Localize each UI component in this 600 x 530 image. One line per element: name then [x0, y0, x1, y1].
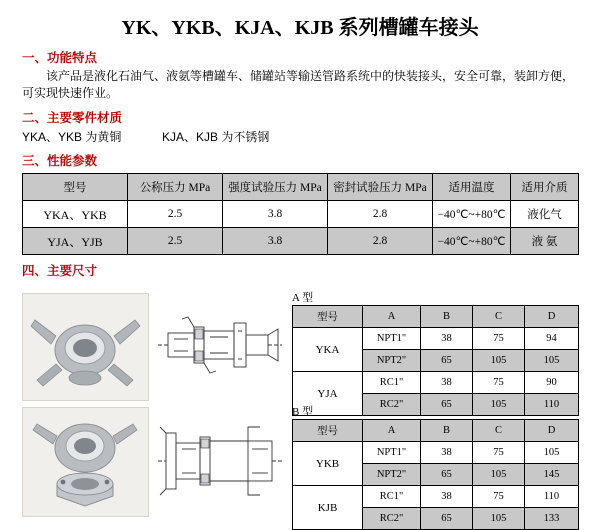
dim-a-r2-b: 38 — [421, 372, 473, 394]
dim-a-r0-b: 38 — [421, 328, 473, 350]
dim-b-col-2: B — [421, 420, 473, 442]
dim-a-col-1: A — [363, 306, 421, 328]
table-row — [23, 201, 579, 228]
dim-a-r2-c: 75 — [473, 372, 525, 394]
table-row — [293, 372, 579, 394]
dim-b-r2-b: 38 — [421, 486, 473, 508]
table-row — [293, 328, 579, 350]
dim-a-col-2: B — [421, 306, 473, 328]
drawing-a-graphic — [152, 293, 284, 399]
section-heading-dimensions: 四、主要尺寸 — [22, 264, 98, 278]
drawing-type-b — [152, 407, 284, 515]
dim-b-r2-c: 75 — [473, 486, 525, 508]
performance-table — [22, 173, 579, 255]
table-row — [23, 228, 579, 255]
dim-a-r0-a: NPT1" — [363, 328, 421, 350]
perf-col-2: 强度试验压力 MPa — [223, 174, 328, 201]
section-heading-material: 二、主要零件材质 — [22, 111, 123, 125]
dimensions-area — [0, 287, 600, 527]
dim-b-col-1: A — [363, 420, 421, 442]
perf-r1-c1: 2.5 — [128, 228, 223, 255]
perf-col-1: 公称压力 MPa — [128, 174, 223, 201]
perf-col-4: 适用温度 — [433, 174, 511, 201]
dim-b-r0-b: 38 — [421, 442, 473, 464]
dim-b-r1-b: 65 — [421, 464, 473, 486]
material-right: KJA、KJB 为不锈钢 — [162, 130, 270, 144]
perf-col-0: 型号 — [23, 174, 128, 201]
dim-a-r1-c: 105 — [473, 350, 525, 372]
photo-b-graphic — [23, 408, 148, 516]
drawing-b-graphic — [152, 407, 284, 515]
dim-a-r3-c: 105 — [473, 394, 525, 416]
perf-r1-c2: 3.8 — [223, 228, 328, 255]
page-title: YK、YKB、KJA、KJB 系列槽罐车接头 — [121, 17, 479, 39]
dim-b-r3-b: 65 — [421, 508, 473, 530]
table-header-row — [293, 306, 579, 328]
perf-r1-c3: 2.8 — [328, 228, 433, 255]
perf-r0-c1: 2.5 — [128, 201, 223, 228]
table-row — [293, 442, 579, 464]
perf-col-5: 适用介质 — [511, 174, 579, 201]
dim-a-r3-b: 65 — [421, 394, 473, 416]
dim-b-r0-d: 105 — [525, 442, 579, 464]
dim-a-r1-a: NPT2" — [363, 350, 421, 372]
material-left: YKA、YKB 为黄铜 — [22, 130, 122, 144]
dim-b-model-0: YKB — [293, 442, 363, 486]
features-body: 该产品是液化石油气、液氨等槽罐车、储罐站等输送管路系统中的快装接头，安全可靠，装卸方便，可实现快速作业。 — [22, 69, 575, 100]
dim-a-col-0: 型号 — [293, 306, 363, 328]
photo-type-b — [22, 407, 149, 517]
type-a-label: A 型 — [292, 292, 314, 304]
dimension-table-b — [292, 419, 579, 530]
dim-b-r3-c: 105 — [473, 508, 525, 530]
dim-b-r3-d: 133 — [525, 508, 579, 530]
perf-col-3: 密封试验压力 MPa — [328, 174, 433, 201]
dim-b-r0-a: NPT1" — [363, 442, 421, 464]
dim-a-col-4: D — [525, 306, 579, 328]
drawing-type-a — [152, 293, 284, 399]
dim-a-r0-d: 94 — [525, 328, 579, 350]
dim-b-col-3: C — [473, 420, 525, 442]
section-heading-performance: 三、性能参数 — [22, 154, 98, 168]
perf-r1-c0: YJA、YJB — [23, 228, 128, 255]
dim-b-model-1: KJB — [293, 486, 363, 530]
material-line — [22, 128, 600, 145]
dimension-table-a — [292, 305, 579, 416]
dim-b-r3-a: RC2" — [363, 508, 421, 530]
table-row — [293, 486, 579, 508]
dim-a-r0-c: 75 — [473, 328, 525, 350]
perf-r1-c4: −40℃~+80℃ — [433, 228, 511, 255]
dim-a-col-3: C — [473, 306, 525, 328]
perf-r0-c2: 3.8 — [223, 201, 328, 228]
dim-b-r0-c: 75 — [473, 442, 525, 464]
perf-r1-c5: 液 氨 — [511, 228, 579, 255]
photo-type-a — [22, 293, 149, 401]
dim-b-r2-a: RC1" — [363, 486, 421, 508]
dim-a-model-1: YJA — [293, 372, 363, 416]
perf-r0-c3: 2.8 — [328, 201, 433, 228]
dim-b-r1-a: NPT2" — [363, 464, 421, 486]
perf-r0-c0: YKA、YKB — [23, 201, 128, 228]
table-header-row — [293, 420, 579, 442]
photo-a-graphic — [23, 294, 148, 400]
dim-a-r2-a: RC1" — [363, 372, 421, 394]
dim-b-r2-d: 110 — [525, 486, 579, 508]
section-heading-features: 一、功能特点 — [22, 51, 98, 65]
type-b-label: B 型 — [292, 406, 314, 418]
dim-b-col-4: D — [525, 420, 579, 442]
dim-a-r3-a: RC2" — [363, 394, 421, 416]
dim-a-r1-b: 65 — [421, 350, 473, 372]
dim-b-r1-d: 145 — [525, 464, 579, 486]
dim-a-model-0: YKA — [293, 328, 363, 372]
dim-a-r1-d: 105 — [525, 350, 579, 372]
dim-a-r3-d: 110 — [525, 394, 579, 416]
perf-r0-c4: −40℃~+80℃ — [433, 201, 511, 228]
perf-r0-c5: 液化气 — [511, 201, 579, 228]
dim-b-col-0: 型号 — [293, 420, 363, 442]
table-header-row — [23, 174, 579, 201]
dim-a-r2-d: 90 — [525, 372, 579, 394]
dim-b-r1-c: 105 — [473, 464, 525, 486]
